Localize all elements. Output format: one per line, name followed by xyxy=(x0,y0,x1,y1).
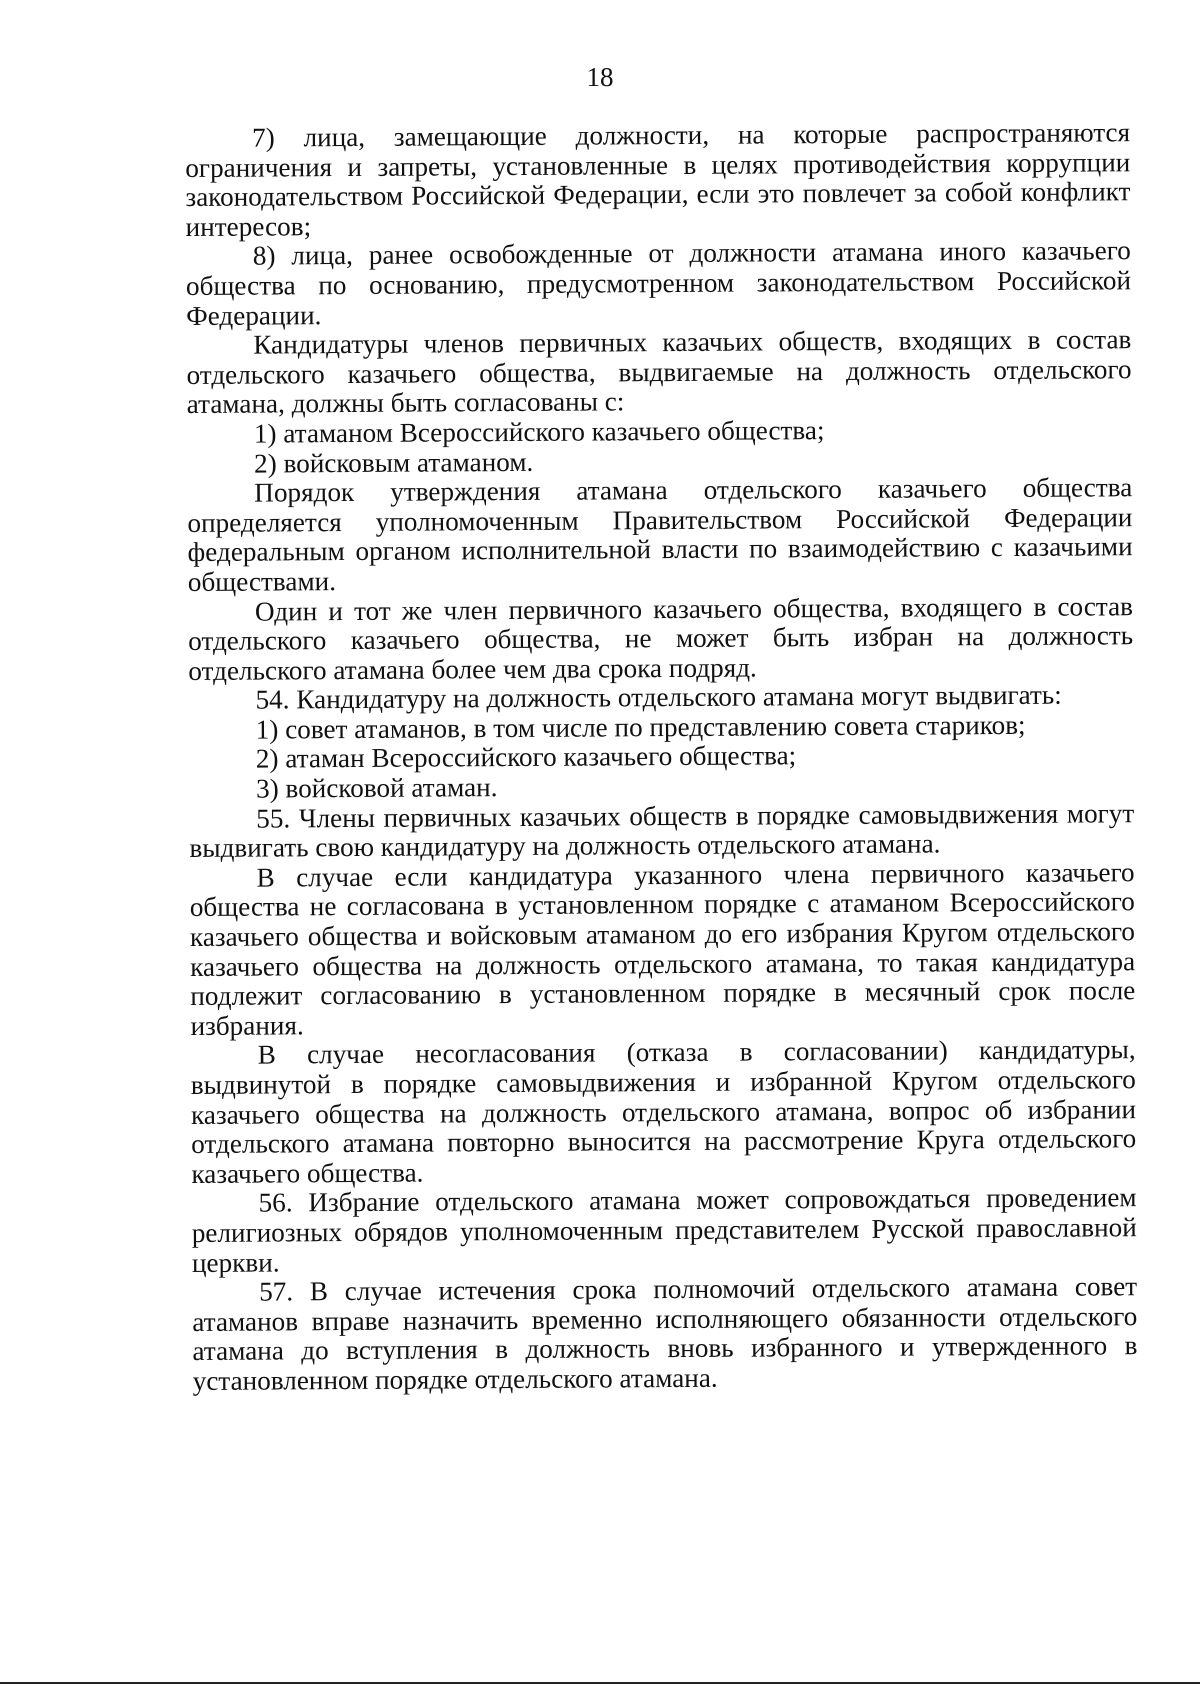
document-body xyxy=(185,118,1138,1396)
paragraph-54-item-2: 2) атаман Всероссийского казачьего общества; xyxy=(255,740,797,775)
paragraph-approval-2: 2) войсковым атаманом. xyxy=(253,446,534,479)
paragraph-54-item-3: 3) войсковой атаман. xyxy=(255,772,498,804)
paragraph-54-item-1: 1) совет атаманов, в том числе по представлению совета стариков; xyxy=(255,709,1026,745)
paragraph-section-57: 57. В случае истечения срока полномочий отдельского атамана совет атаманов вправе назначить временно исполняющего обязанности отдельского атамана до вступления в должность вновь избранного и утвержденного в установленном порядке отдельского атамана. xyxy=(192,1271,1138,1396)
paragraph-section-55: 55. Члены первичных казачьих обществ в порядке самовыдвижения могут выдвигать свою кандидатуру на должность отдельского атамана. xyxy=(189,797,1135,864)
paragraph-item-7: 7) лица, замещающие должности, на которые распространяются ограничения и запреты, установленные в целях противодействия коррупции законодательством Российской Федерации, если это повлечет за собой конфликт интересов; xyxy=(185,117,1131,242)
paragraph-candidates-approval: Кандидатуры членов первичных казачьих обществ, входящих в состав отдельского казачьего общества, выдвигаемые на должность отдельского атамана, должны быть согласованы с: xyxy=(186,324,1132,420)
paragraph-55-unapproved: В случае если кандидатура указанного члена первичного казачьего общества не согласована в установленном порядке с атаманом Всероссийского казачьего общества и войсковым атаманом до его избрания Кругом отдельского казачьего общества на должность отдельского атамана, то такая кандидатура подлежит согласованию в установленном порядке в месячный срок после избрания. xyxy=(189,857,1136,1041)
paragraph-section-54: 54. Кандидатуру на должность отдельского атамана могут выдвигать: xyxy=(255,679,1062,715)
paragraph-approval-procedure: Порядок утверждения атамана отдельского казачьего общества определяется уполномоченным Правительством Российской Федерации федеральным органом исполнительной власти по взаимодействию с казачьими обществами. xyxy=(187,472,1133,597)
paragraph-approval-1: 1) атаманом Всероссийского казачьего общества; xyxy=(253,415,825,449)
paragraph-55-refusal: В случае несогласования (отказа в согласовании) кандидатуры, выдвинутой в порядке самовыдвижения и избранной Кругом отдельского казачьего общества на должность отдельского атамана, вопрос об избрании отдельского атамана повторно выносится на рассмотрение Круга отдельского казачьего общества. xyxy=(190,1034,1137,1189)
page-number: 18 xyxy=(586,62,614,92)
scan-bottom-edge-line xyxy=(0,1682,1200,1684)
paragraph-section-56: 56. Избрание отдельского атамана может сопровождаться проведением религиозных обрядов уполномоченным представителем Русской православной церкви. xyxy=(191,1182,1137,1278)
paragraph-item-8: 8) лица, ранее освобожденные от должности атамана иного казачьего общества по основанию, предусмотренном законодательством Российской Федерации. xyxy=(185,235,1132,331)
paragraph-term-limit: Один и тот же член первичного казачьего общества, входящего в состав отдельского казачьего общества, не может быть избран на должность отдельского атамана более чем два срока подряд. xyxy=(188,590,1134,686)
